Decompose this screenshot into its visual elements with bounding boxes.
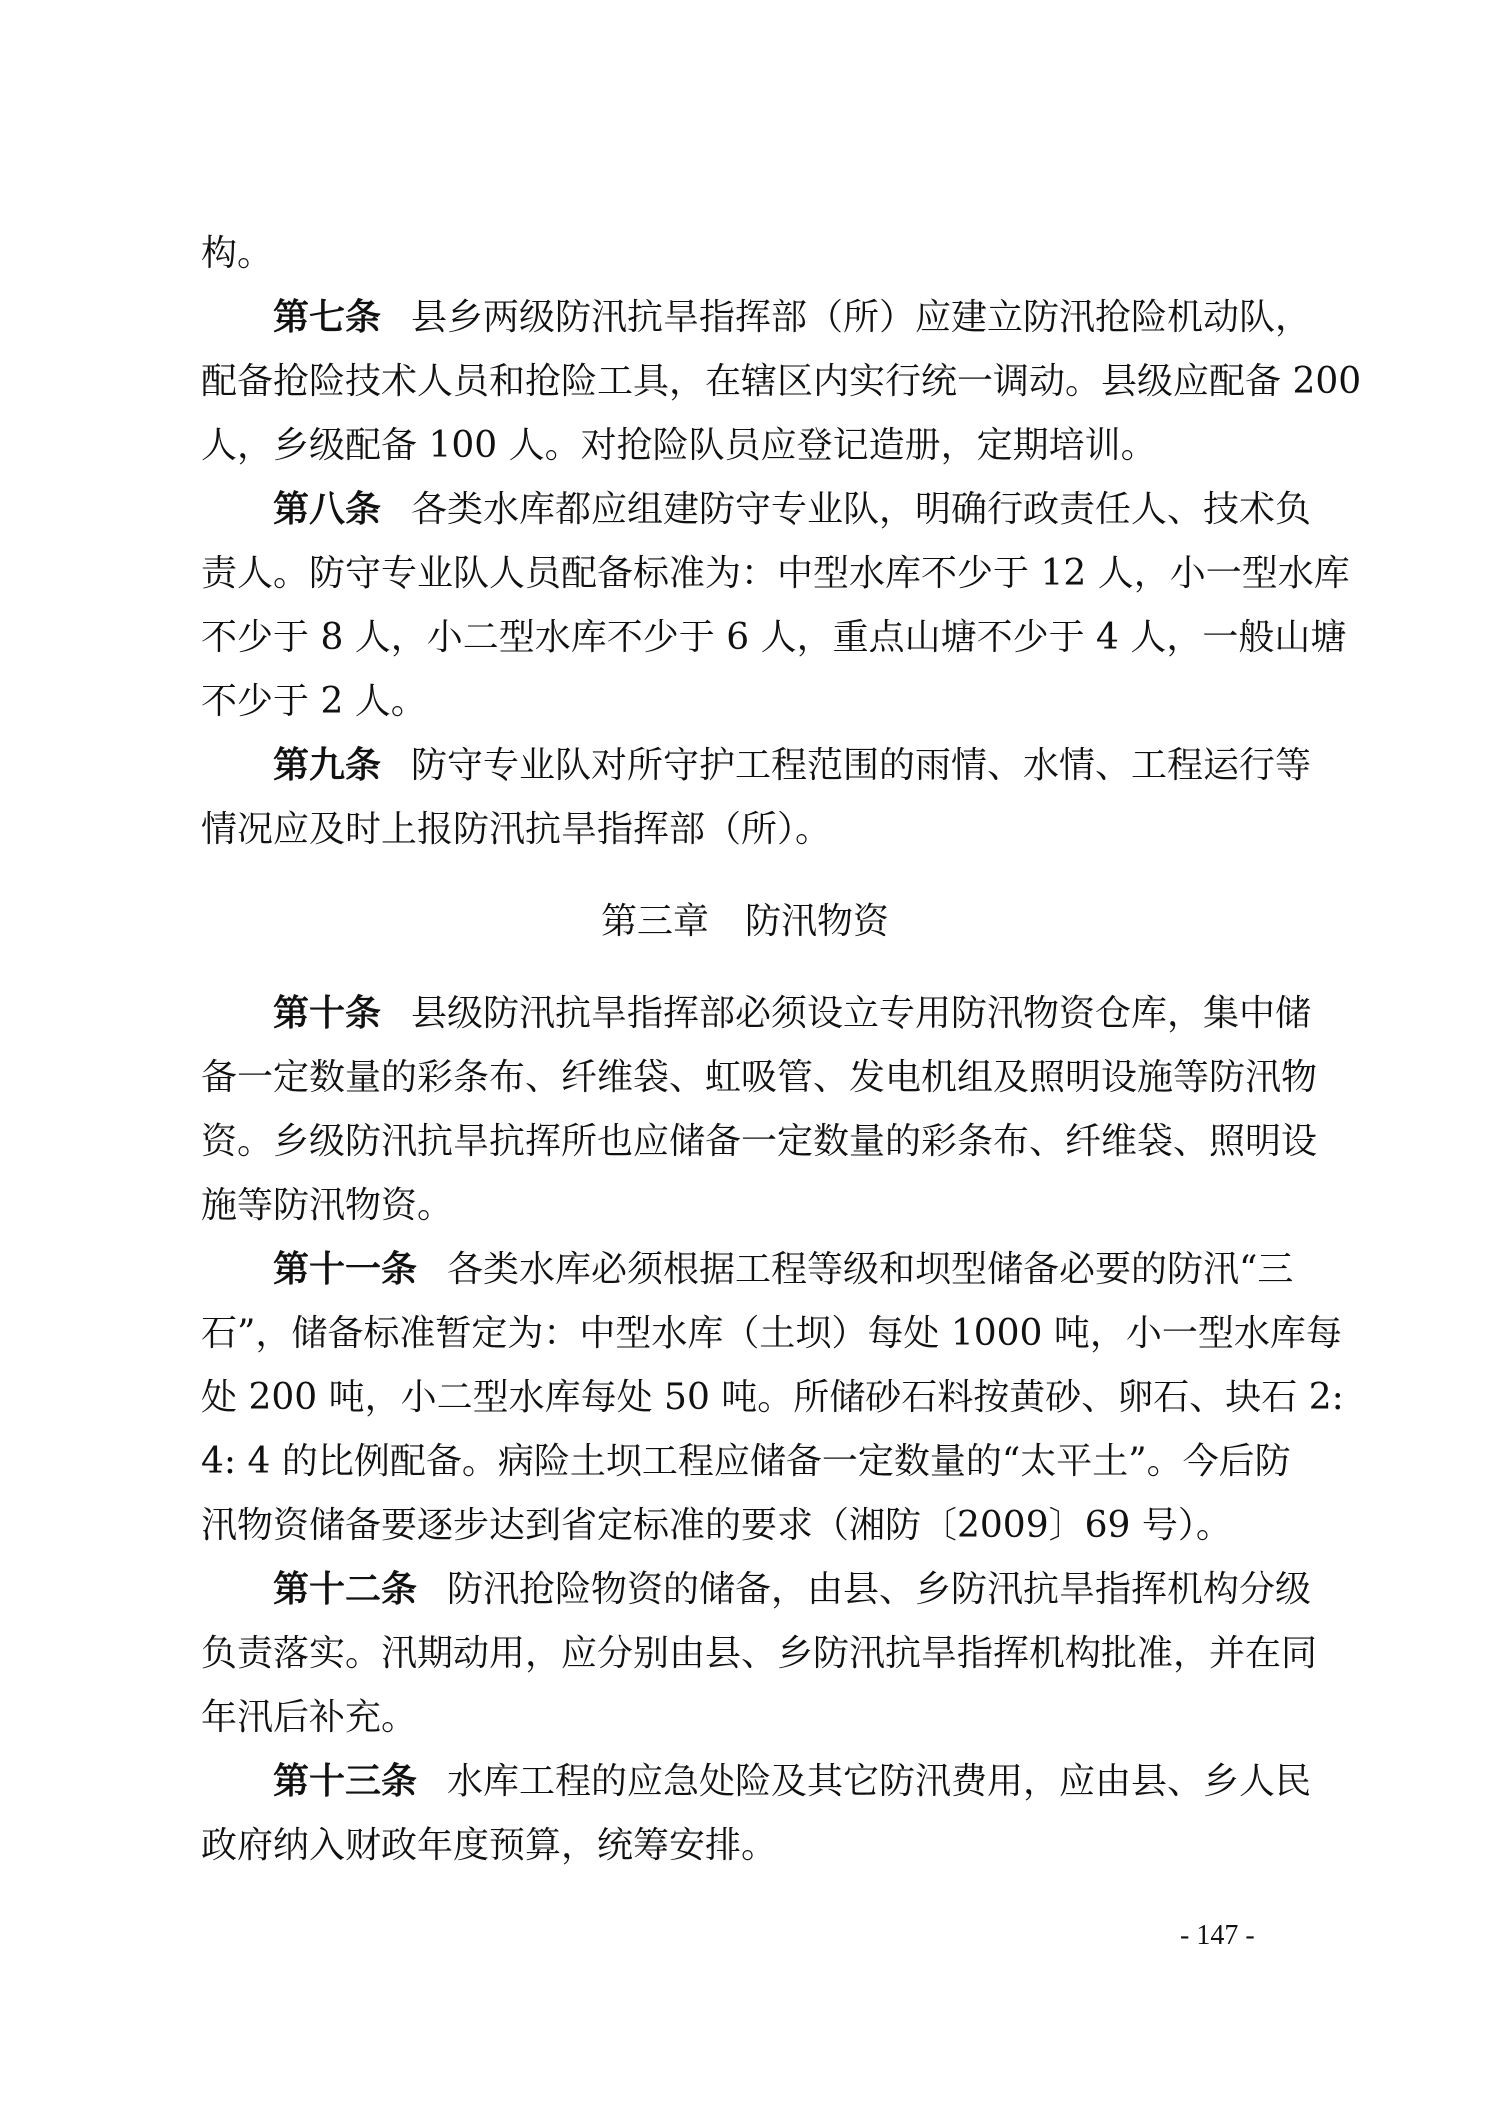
article-line [201, 1814, 1289, 1878]
article-line [201, 414, 1289, 478]
article-text: 情况应及时上报防汛抗旱指挥部（所）。 [201, 809, 832, 850]
article-text: 各类水库都应组建防守专业队，明确行政责任人、技术负 [411, 489, 1312, 530]
article-text: 县级防汛抗旱指挥部必须设立专用防汛物资仓库，集中储 [411, 993, 1312, 1034]
article-text: 政府纳入财政年度预算，统筹安排。 [201, 1825, 778, 1866]
article-title: 第八条 [273, 489, 382, 530]
article-text: 配备抢险技术人员和抢险工具，在辖区内实行统一调动。县级应配备 200 [201, 361, 1362, 402]
article-text: 石”，储备标准暂定为：中型水库（土坝）每处 1000 吨，小一型水库每 [201, 1313, 1342, 1354]
article-text: 不少于 8 人，小二型水库不少于 6 人，重点山塘不少于 4 人，一般山塘 [201, 617, 1347, 658]
opening-line: 构。 [201, 233, 274, 274]
article-block [201, 1750, 1312, 1878]
article-text: 处 200 吨，小二型水库每处 50 吨。所储砂石料按黄砂、卵石、块石 2: [201, 1377, 1344, 1418]
article-line [201, 1430, 1289, 1494]
article-block [201, 1558, 1318, 1750]
article-text: 施等防汛物资。 [201, 1185, 454, 1226]
article-block [201, 1238, 1344, 1558]
article-line [201, 670, 1289, 734]
page-number: - 147 - [1180, 1920, 1255, 1951]
article-text: 4: 4 的比例配备。病险土坝工程应储备一定数量的“太平土”。今后防 [201, 1441, 1291, 1482]
article-first-line [201, 1750, 1312, 1814]
articles-before [201, 286, 1362, 862]
article-block [201, 734, 1312, 862]
article-text: 县乡两级防汛抗旱指挥部（所）应建立防汛抢险机动队， [411, 297, 1312, 338]
article-line [201, 1110, 1318, 1174]
article-line [201, 542, 1350, 606]
article-line [201, 1302, 1342, 1366]
article-text: 防汛抢险物资的储备，由县、乡防汛抗旱指挥机构分级 [447, 1569, 1312, 1610]
article-line [201, 1174, 1289, 1238]
article-first-line [201, 1558, 1312, 1622]
article-line [201, 1622, 1318, 1686]
article-block [201, 286, 1362, 478]
article-title: 第七条 [273, 297, 382, 338]
article-text: 各类水库必须根据工程等级和坝型储备必要的防汛“三 [447, 1249, 1294, 1290]
article-title: 第九条 [273, 745, 382, 786]
article-line [201, 606, 1347, 670]
article-title: 第十一条 [273, 1249, 418, 1290]
article-text: 汛物资储备要逐步达到省定标准的要求（湘防〔2009〕69 号）。 [201, 1505, 1232, 1546]
article-text: 资。乡级防汛抗旱抗挥所也应储备一定数量的彩条布、纤维袋、照明设 [201, 1121, 1318, 1162]
article-line [201, 1686, 1289, 1750]
article-block [201, 478, 1350, 734]
chapter-title: 防汛物资 [745, 901, 890, 942]
article-text: 防守专业队对所守护工程范围的雨情、水情、工程运行等 [411, 745, 1312, 786]
article-text: 不少于 2 人。 [201, 681, 427, 722]
article-block [201, 982, 1318, 1238]
article-line [201, 1366, 1344, 1430]
articles-after [201, 982, 1344, 1878]
article-title: 第十条 [273, 993, 382, 1034]
article-text: 水库工程的应急处险及其它防汛费用，应由县、乡人民 [447, 1761, 1312, 1802]
article-first-line [201, 1238, 1294, 1302]
article-first-line [201, 286, 1312, 350]
article-line [201, 350, 1362, 414]
article-text: 备一定数量的彩条布、纤维袋、虹吸管、发电机组及照明设施等防汛物 [201, 1057, 1318, 1098]
article-title: 第十三条 [273, 1761, 418, 1802]
article-first-line [201, 734, 1312, 798]
article-text: 人，乡级配备 100 人。对抢险队员应登记造册，定期培训。 [201, 425, 1157, 466]
article-text: 年汛后补充。 [201, 1697, 418, 1738]
article-line [201, 1046, 1318, 1110]
chapter-number: 第三章 [600, 901, 709, 942]
article-first-line [201, 982, 1312, 1046]
article-first-line [201, 478, 1312, 542]
article-title: 第十二条 [273, 1569, 418, 1610]
article-text: 负责落实。汛期动用，应分别由县、乡防汛抗旱指挥机构批准，并在同 [201, 1633, 1318, 1674]
article-line [201, 798, 1289, 862]
chapter-heading [201, 890, 1289, 954]
article-text: 责人。防守专业队人员配备标准为：中型水库不少于 12 人，小一型水库 [201, 553, 1350, 594]
document-page [201, 222, 1362, 1878]
article-line [201, 1494, 1289, 1558]
